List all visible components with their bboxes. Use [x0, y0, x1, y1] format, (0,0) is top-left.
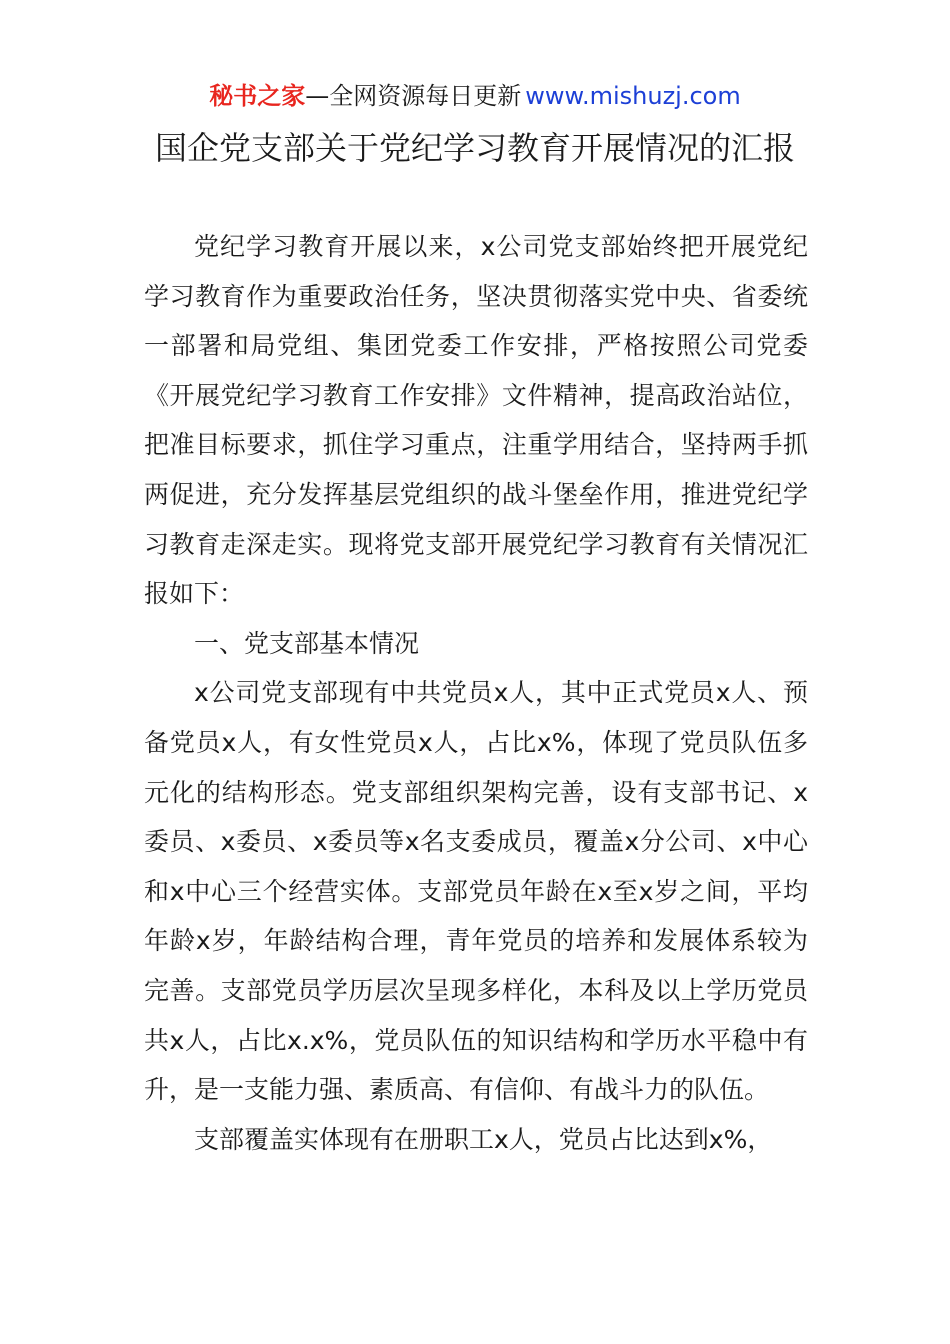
intro-paragraph: 党纪学习教育开展以来，x公司党支部始终把开展党纪学习教育作为重要政治任务，坚决贯彻落实党中央、省委统一部署和局党组、集团党委工作安排，严格按照公司党委《开展党纪学习教育工作安排》文件精神，提高政治站位，把准目标要求，抓住学习重点，注重学用结合，坚持两手抓两促进，充分发挥基层党组织的战斗堡垒作用，推进党纪学习教育走深走实。现将党支部开展党纪学习教育有关情况汇报如下：: [144, 232, 808, 609]
document-body: [144, 222, 808, 1164]
site-header: [0, 80, 950, 112]
site-tagline: —全网资源每日更新: [305, 82, 522, 110]
section-heading-1: 一、党支部基本情况: [194, 628, 420, 658]
brand-name: 秘书之家: [209, 82, 306, 110]
site-url-link[interactable]: www.mishuzj.com: [525, 82, 741, 110]
section1-paragraph-1: x公司党支部现有中共党员x人，其中正式党员x人、预备党员x人，有女性党员x人，占比x%，体现了党员队伍多元化的结构形态。党支部组织架构完善，设有支部书记、x委员、x委员、x委员等x名支委成员，覆盖x分公司、x中心和x中心三个经营实体。支部党员年龄在x至x岁之间，平均年龄x岁，年龄结构合理，青年党员的培养和发展体系较为完善。支部党员学历层次呈现多样化，本科及以上学历党员共x人，占比x.x%，党员队伍的知识结构和学历水平稳中有升，是一支能力强、素质高、有信仰、有战斗力的队伍。: [144, 678, 808, 1105]
document-title: 国企党支部关于党纪学习教育开展情况的汇报: [154, 129, 795, 167]
section1-paragraph-2: 支部覆盖实体现有在册职工x人，党员占比达到x%，: [194, 1124, 773, 1154]
